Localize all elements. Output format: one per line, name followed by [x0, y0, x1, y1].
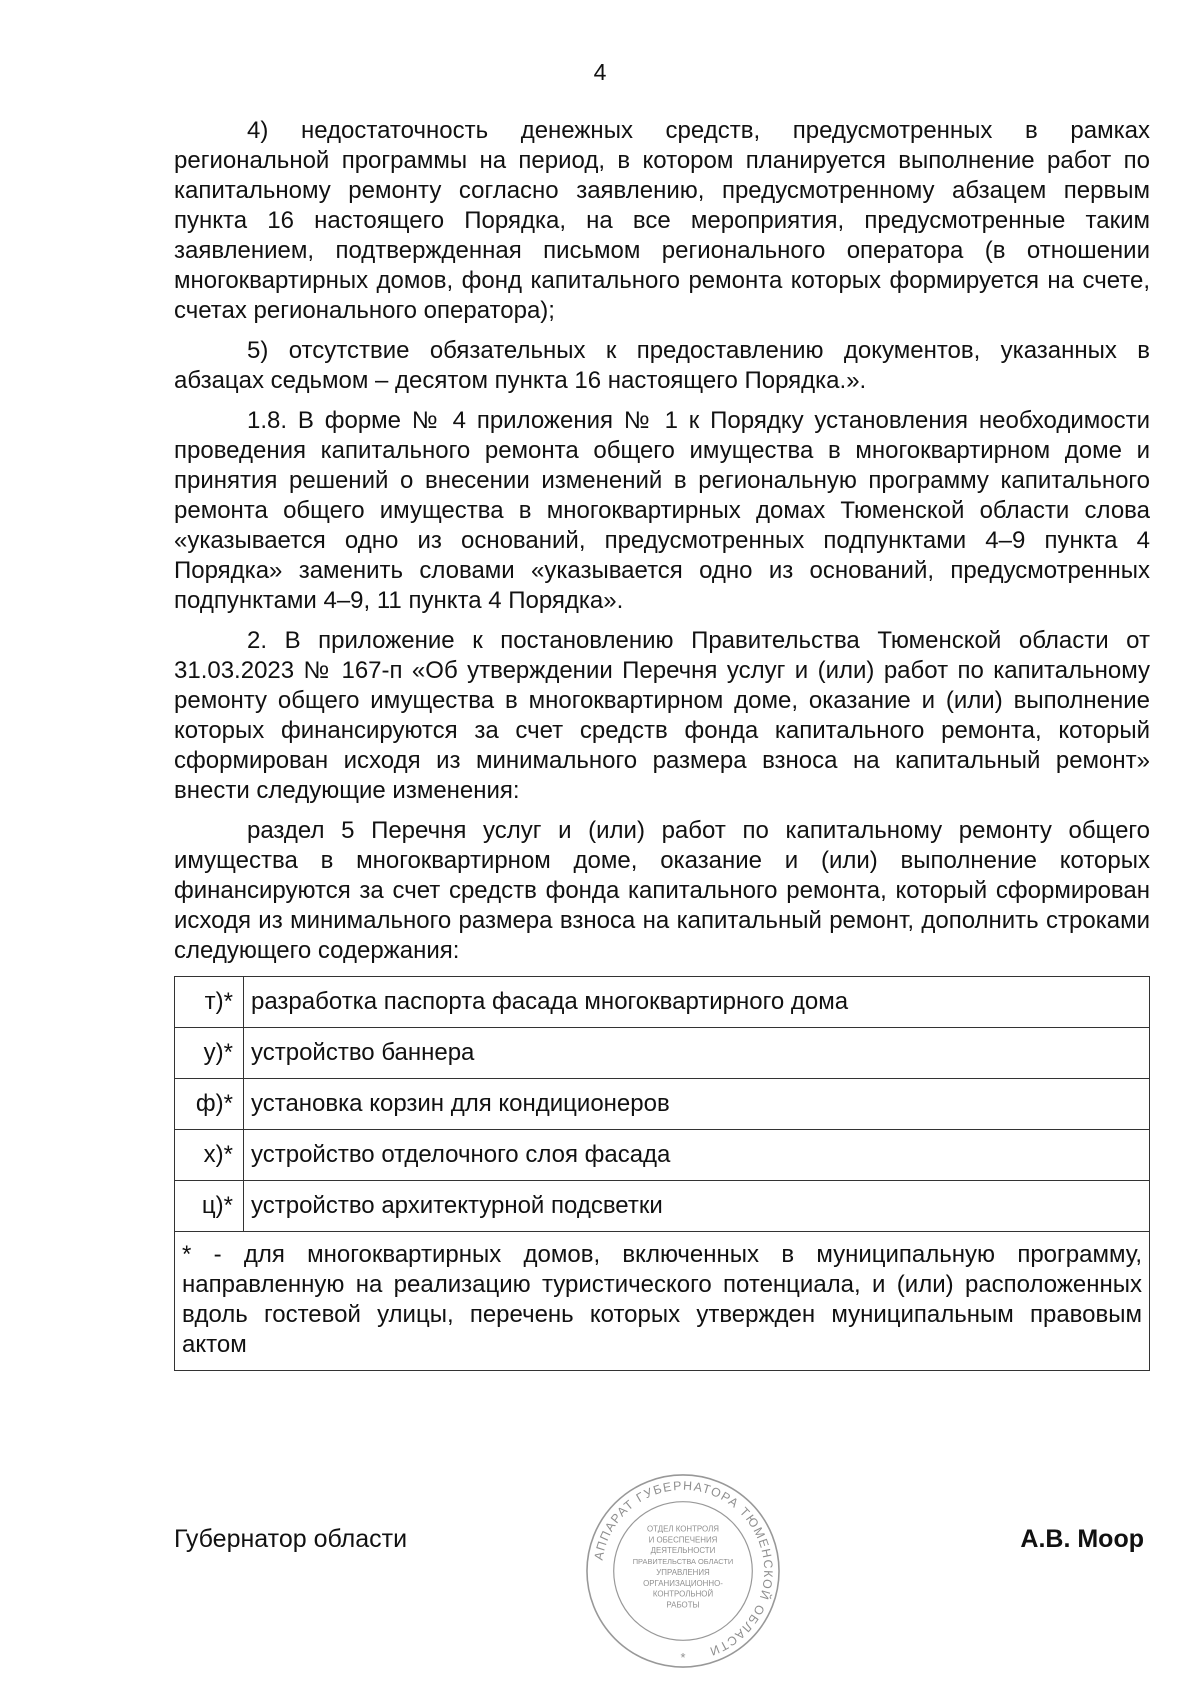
seal-line: И ОБЕСПЕЧЕНИЯ [648, 1535, 718, 1545]
page-number: 4 [593, 59, 607, 85]
table-row [175, 1181, 1150, 1232]
footnote: * - для многоквартирных домов, включенных в муниципальную программу, направленную на реализацию туристического потенциала, и (или) расположенных вдоль гостевой улицы, перечень которых утвержден муниципальным правовым актом [175, 1232, 1150, 1371]
seal-line: УПРАВЛЕНИЯ [656, 1567, 710, 1577]
paragraph-1-8: 1.8. В форме № 4 приложения № 1 к Порядку установления необходимости проведения капитального ремонта общего имущества в многоквартирном доме и принятия решений о внесении изменений в региональную программу капитального ремонта общего имущества в многоквартирных домах Тюменской области слова «указывается одно из оснований, предусмотренных подпунктами 4–9 пункта 4 Порядка» заменить словами «указывается одно из оснований, предусмотренных подпунктами 4–9, 11 пункта 4 Порядка». [174, 407, 1150, 614]
paragraph-item-4: 4) недостаточность денежных средств, предусмотренных в рамках региональной программы на период, в котором планируется выполнение работ по капитальному ремонту согласно заявлению, предусмотренному абзацем первым пункта 16 настоящего Порядка, на все мероприятия, предусмотренные таким заявлением, подтвержденная письмом регионального оператора (в отношении многоквартирных домов, фонд капитального ремонта которых формируется на счете, счетах регионального оператора); [174, 117, 1150, 324]
row-text: устройство баннера [244, 1028, 1150, 1079]
seal-line: РАБОТЫ [666, 1600, 700, 1610]
signatory-title: Губернатор области [174, 1525, 408, 1553]
row-text: разработка паспорта фасада многоквартирного дома [244, 977, 1150, 1028]
table-row [175, 1028, 1150, 1079]
seal-line: ОТДЕЛ КОНТРОЛЯ [647, 1524, 719, 1534]
row-text: устройство отделочного слоя фасада [244, 1130, 1150, 1181]
seal-line: КОНТРОЛЬНОЙ [652, 1589, 714, 1599]
footnote-row [175, 1232, 1150, 1371]
row-code: ц)* [175, 1181, 244, 1232]
table-row [175, 1130, 1150, 1181]
seal-line: ДЕЯТЕЛЬНОСТИ [650, 1546, 716, 1556]
seal-line: ОРГАНИЗАЦИОННО- [643, 1578, 723, 1588]
paragraph-2: 2. В приложение к постановлению Правительства Тюменской области от 31.03.2023 № 167-п «Об утверждении Перечня услуг и (или) работ по капитальному ремонту общего имущества в многоквартирном доме, оказание и (или) выполнение которых финансируются за счет средств фонда капитального ремонта, который сформирован исходя из минимального размера взноса на капитальный ремонт» внести следующие изменения: [174, 627, 1150, 804]
row-text: устройство архитектурной подсветки [244, 1181, 1150, 1232]
paragraph-section-5: раздел 5 Перечня услуг и (или) работ по капитальному ремонту общего имущества в многоквартирном доме, оказание и (или) выполнение которых финансируются за счет средств фонда капитального ремонта, который сформирован исходя из минимального размера взноса на капитальный ремонт, дополнить строками следующего содержания: [174, 817, 1150, 964]
table-row [175, 1079, 1150, 1130]
seal-line: ПРАВИТЕЛЬСТВА ОБЛАСТИ [632, 1557, 734, 1567]
row-code: у)* [175, 1028, 244, 1079]
row-text: установка корзин для кондиционеров [244, 1079, 1150, 1130]
row-code: т)* [175, 977, 244, 1028]
row-code: х)* [175, 1130, 244, 1181]
row-code: ф)* [175, 1079, 244, 1130]
paragraph-item-5: 5) отсутствие обязательных к предоставлению документов, указанных в абзацах седьмом – десятом пункта 16 настоящего Порядка.». [174, 337, 1150, 394]
official-seal [584, 1472, 782, 1670]
seal-star-icon: * [680, 1650, 686, 1666]
works-table [174, 976, 1150, 1371]
document-body [174, 116, 1150, 1371]
signatory-name: А.В. Моор [1020, 1525, 1144, 1553]
table-row [175, 977, 1150, 1028]
seal-ring-text: АППАРАТ ГУБЕРНАТОРА ТЮМЕНСКОЙ ОБЛАСТИ [591, 1478, 776, 1659]
